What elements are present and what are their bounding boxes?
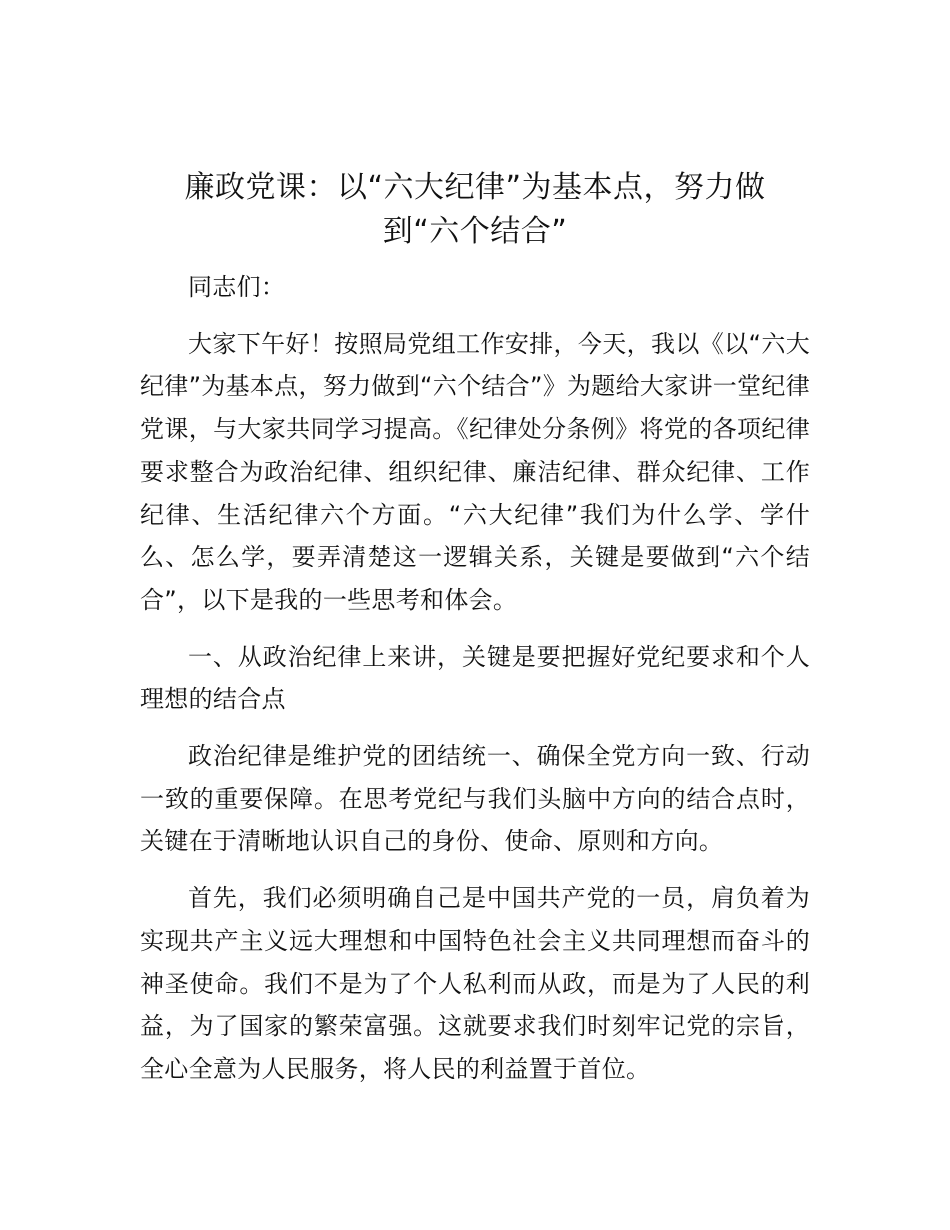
body-paragraph: 首先，我们必须明确自己是中国共产党的一员，肩负着为实现共产主义远大理想和中国特色社会主义共同理想而奋斗的神圣使命。我们不是为了个人私利而从政，而是为了人民的利益，为了国家的繁荣富强。这就要求我们时刻牢记党的宗旨，全心全意为人民服务，将人民的利益置于首位。 — [140, 884, 810, 1083]
title-line-1: 廉政党课：以“六大纪律”为基本点，努力做 — [184, 170, 766, 205]
title-line-2: 到“六个结合” — [382, 214, 568, 249]
document-body — [140, 266, 810, 1105]
salutation-paragraph: 同志们： — [188, 273, 286, 301]
body-paragraph: 政治纪律是维护党的团结统一、确保全党方向一致、行动一致的重要保障。在思考党纪与我们头脑中方向的结合点时，关键在于清晰地认识自己的身份、使命、原则和方向。 — [140, 742, 810, 856]
document-title — [140, 166, 810, 254]
section-heading-1: 一、从政治纪律上来讲，关键是要把握好党纪要求和个人理想的结合点 — [140, 642, 810, 714]
opening-paragraph: 大家下午好！按照局党组工作安排，今天，我以《以“六大纪律”为基本点，努力做到“六个结合”》为题给大家讲一堂纪律党课，与大家共同学习提高。《纪律处分条例》将党的各项纪律要求整合为政治纪律、组织纪律、廉洁纪律、群众纪律、工作纪律、生活纪律六个方面。“六大纪律”我们为什么学、学什么、怎么学，要弄清楚这一逻辑关系，关键是要做到“六个结合”，以下是我的一些思考和体会。 — [140, 329, 810, 614]
